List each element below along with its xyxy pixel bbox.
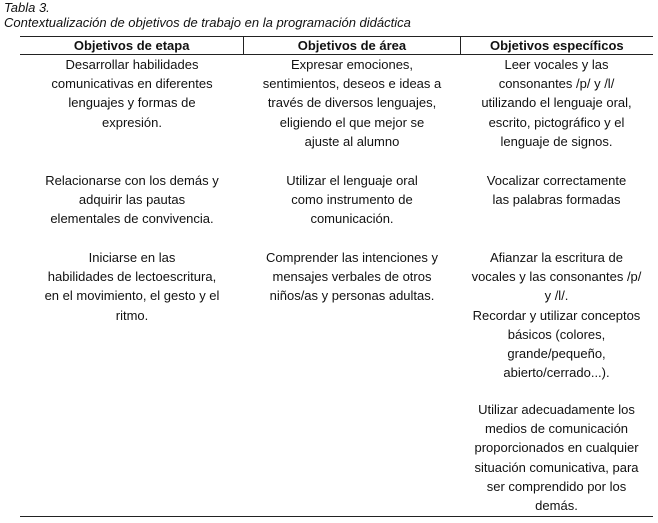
cell-area-2 <box>244 171 460 229</box>
text-line: Leer vocales y las <box>504 57 609 72</box>
text-line: abierto/cerrado...). <box>503 365 610 381</box>
text-line: lenguajes y formas de <box>68 95 196 111</box>
text-line: situación comunicativa, para <box>474 459 639 475</box>
text-line: niños/as y personas adultas. <box>269 288 435 304</box>
text-line: eligiendo el que mejor se <box>279 114 425 130</box>
text-line: Desarrollar habilidades <box>65 57 199 72</box>
text-line: utilizando el lenguaje oral, <box>481 95 632 111</box>
text-line: y /l/. <box>544 288 569 304</box>
header-etapa: Objetivos de etapa <box>20 37 244 54</box>
cell-especificos-3 <box>460 248 653 382</box>
text-line: expresión. <box>102 114 162 130</box>
cell-especificos-2 <box>460 171 653 209</box>
text-line: básicos (colores, <box>507 326 606 342</box>
text-line: Comprender las intenciones y <box>266 250 438 265</box>
header-area: Objetivos de área <box>244 37 460 54</box>
text-line: proporcionados en cualquier <box>474 440 639 456</box>
cell-etapa-1 <box>20 55 244 132</box>
objectives-table <box>20 36 653 55</box>
table-caption: Contextualización de objetivos de trabajo en la programación didáctica <box>4 15 411 30</box>
text-line: lenguaje de signos. <box>500 133 613 149</box>
cell-especificos-extra <box>460 400 653 515</box>
text-line: Iniciarse en las <box>88 250 176 265</box>
text-line: habilidades de lectoescritura, <box>47 269 217 285</box>
text-line: Relacionarse con los demás y <box>45 173 219 188</box>
header-especificos: Objetivos específicos <box>489 38 624 53</box>
text-line: mensajes verbales de otros <box>272 269 432 285</box>
text-line: Expresar emociones, <box>290 57 414 72</box>
text-line: consonantes /p/ y /l/ <box>498 76 615 92</box>
text-line: medios de comunicación <box>484 421 629 437</box>
table-label: Tabla 3. <box>4 0 50 15</box>
text-line: Utilizar adecuadamente los <box>478 402 635 417</box>
text-line: las palabras formadas <box>492 192 621 208</box>
text-line: vocales y las consonantes /p/ <box>471 269 642 285</box>
text-line: Utilizar el lenguaje oral <box>286 173 418 188</box>
text-line: Afianzar la escritura de <box>490 250 623 265</box>
cell-etapa-2 <box>20 171 244 229</box>
text-line: ser comprendido por los <box>486 478 627 494</box>
table-header <box>20 36 653 55</box>
text-line: Vocalizar correctamente <box>486 173 627 188</box>
cell-especificos-1 <box>460 55 653 151</box>
cell-etapa-3 <box>20 248 244 325</box>
text-line: escrito, pictográfico y el <box>488 114 625 130</box>
text-line: comunicativas en diferentes <box>51 76 213 92</box>
cell-area-3 <box>244 248 460 306</box>
text-line: comunicación. <box>310 211 394 227</box>
text-line: ritmo. <box>115 307 149 323</box>
text-line: través de diversos lenguajes, <box>267 95 437 111</box>
text-line: en el movimiento, el gesto y el <box>44 288 220 304</box>
text-line: grande/pequeño, <box>507 346 606 362</box>
table-bottom-border <box>20 516 653 517</box>
text-line: elementales de convivencia. <box>50 211 214 227</box>
text-line: ajuste al alumno <box>304 133 400 149</box>
text-line: Recordar y utilizar conceptos <box>472 307 641 323</box>
cell-area-1 <box>244 55 460 151</box>
text-line: sentimientos, deseos e ideas a <box>262 76 442 92</box>
text-line: como instrumento de <box>291 192 413 208</box>
text-line: adquirir las pautas <box>78 192 186 208</box>
text-line: demás. <box>535 498 578 514</box>
